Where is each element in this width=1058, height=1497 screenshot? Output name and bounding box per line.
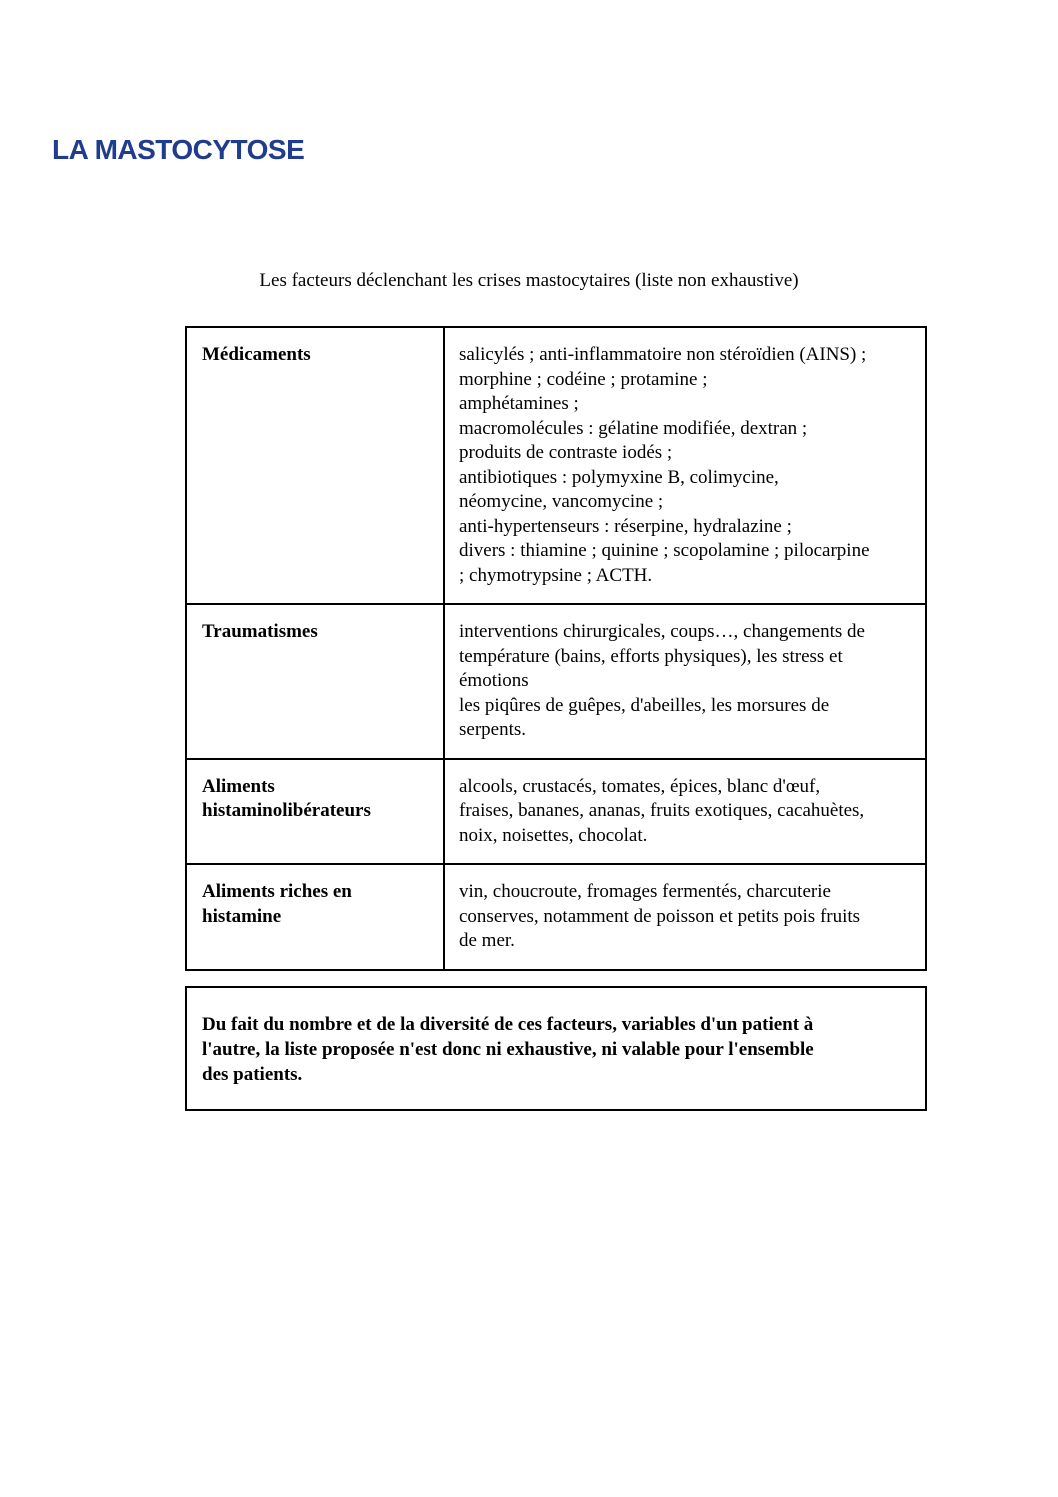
item-line: noix, noisettes, chocolat. xyxy=(459,824,648,846)
item-line: conserves, notamment de poisson et petits pois fruits xyxy=(459,905,861,927)
items-cell xyxy=(444,864,926,970)
category-label: Médicaments xyxy=(202,344,311,365)
item-line: interventions chirurgicales, coups…, changements de xyxy=(459,621,865,642)
document-title: LA MASTOCYTOSE xyxy=(52,134,305,165)
item-line: néomycine, vancomycine ; xyxy=(459,491,664,512)
category-label: Traumatismes xyxy=(202,621,318,642)
category-cell xyxy=(186,327,444,604)
item-line: amphétamines ; xyxy=(459,393,579,414)
category-label: histamine xyxy=(202,905,282,927)
item-line: ; chymotrypsine ; ACTH. xyxy=(459,564,653,586)
item-line: température (bains, efforts physiques), les stress et xyxy=(459,645,843,667)
item-line: produits de contraste iodés ; xyxy=(459,442,673,463)
category-label: Aliments xyxy=(202,775,275,797)
item-line: divers : thiamine ; quinine ; scopolamine ; pilocarpine xyxy=(459,540,870,561)
items-cell xyxy=(444,759,926,865)
item-line: macromolécules : gélatine modifiée, dextran ; xyxy=(459,417,808,439)
items-cell xyxy=(444,327,926,604)
disclaimer-line: Du fait du nombre et de la diversité de ces facteurs, variables d'un patient à xyxy=(202,1014,814,1035)
table-row xyxy=(186,759,926,865)
item-line: anti-hypertenseurs : réserpine, hydralazine ; xyxy=(459,515,792,537)
item-line: serpents. xyxy=(459,719,527,740)
category-label: Aliments riches en xyxy=(202,881,352,902)
table-caption: Les facteurs déclenchant les crises mastocytaires (liste non exhaustive) xyxy=(259,270,799,291)
item-line: de mer. xyxy=(459,930,515,951)
item-line: salicylés ; anti-inflammatoire non stéroïdien (AINS) ; xyxy=(459,344,867,365)
table-row xyxy=(186,864,926,970)
table-row xyxy=(186,604,926,759)
disclaimer-line: l'autre, la liste proposée n'est donc ni exhaustive, ni valable pour l'ensemble xyxy=(202,1039,814,1060)
disclaimer-line: des patients. xyxy=(202,1064,303,1085)
trigger-factors-table xyxy=(185,326,927,971)
table-row xyxy=(186,327,926,604)
item-line: émotions xyxy=(459,670,529,691)
category-cell xyxy=(186,759,444,865)
item-line: les piqûres de guêpes, d'abeilles, les morsures de xyxy=(459,694,830,716)
item-line: fraises, bananes, ananas, fruits exotiques, cacahuètes, xyxy=(459,800,865,821)
category-cell xyxy=(186,604,444,759)
item-line: vin, choucroute, fromages fermentés, charcuterie xyxy=(459,881,831,902)
items-cell xyxy=(444,604,926,759)
category-cell xyxy=(186,864,444,970)
item-line: antibiotiques : polymyxine B, colimycine, xyxy=(459,466,779,488)
disclaimer-box xyxy=(185,986,927,1111)
item-line: alcools, crustacés, tomates, épices, blanc d'œuf, xyxy=(459,775,821,797)
category-label: histaminolibérateurs xyxy=(202,800,371,821)
item-line: morphine ; codéine ; protamine ; xyxy=(459,368,708,390)
